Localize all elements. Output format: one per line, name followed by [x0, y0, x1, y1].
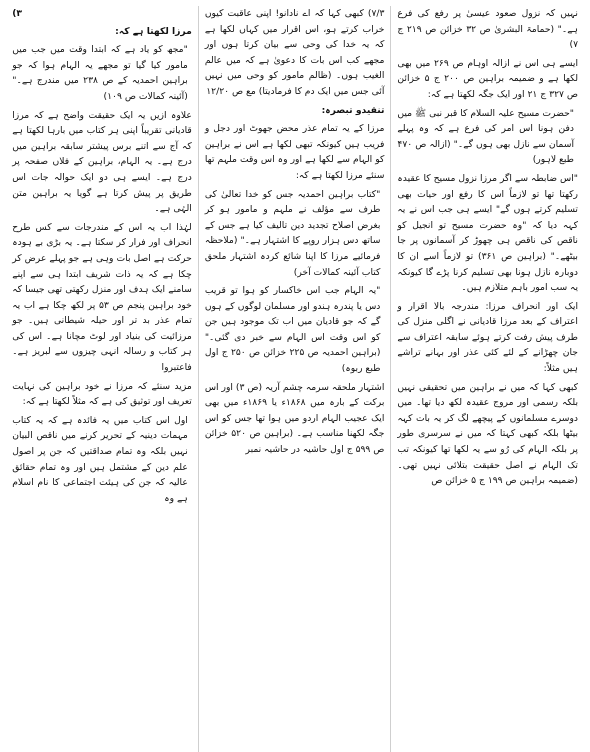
paragraph: کبھی کہا کہ میں نے براہین میں تحقیقی نہیں بلکہ رسمی اور مروج عقیدہ لکھ دیا تھا۔ میں دوسرے مسلمانوں کے پیچھے لگ کر یہ بات کہہ بیٹھا بلکہ کبھی کہتا کہ میں نے سرسری طور پر بلکہ الہام کی رُو سے یہ لکھا تھا کیونکہ تب تک الہام نے اصل حقیقت بتلائی نہیں تھی۔ (ضمیمہ براہین ص ۱۹۹ ج ۵ خزائن ص	[397, 381, 578, 487]
paragraph: مرزا کے یہ تمام عذر محض جھوٹ اور دجل و فریب ہیں کیونکہ تبھی لکھا ہے اس نے براہین کو الہام سے لکھا ہے اور وہ اس وقت ملہم تھا سنئے مرزا لکھتا ہے کہ:	[204, 123, 385, 181]
text-column-1	[391, 6, 584, 752]
paragraph: ایک اور انحراف مرزا: مندرجہ بالا اقرار و اعتراف کے بعد مرزا قادیانی نے اگلی منزل کی طرف پیش رفت کرتے ہوئے سابقہ اعتراف سے جان چھڑانے کے لئے کئی عذر اور بہانے تراشے ہیں مثلاً:	[397, 300, 578, 375]
text-column-3	[6, 6, 199, 752]
quoted-passage: "حضرت مسیح علیہ السلام کا قبر نبی ﷺ میں دفن ہونا اس امر کی فرع ہے کہ وہ پہلے آسمان سے نازل بھی ہوں گے۔" (ازالہ ص ۴۷۰ طبع لاہور)	[397, 107, 574, 166]
text-column-2	[199, 6, 392, 752]
quoted-passage: "مجھ کو یاد ہے کہ ابتدا وقت میں جب میں مامور کیا گیا تو مجھے یہ الہام ہوا کہ جو براہین احمدیہ کے ص ۲۳۸ میں مندرج ہے۔" (آئینہ کمالات ص ۱۰۹)	[12, 44, 188, 102]
paragraph: "اس ضابطہ سے اگر مرزا نزول مسیح کا عقیدہ رکھتا تھا تو لازماً اس کا رفع اور حیات بھی تسلیم کرتے ہوں گے" ایسے ہی جب اس نے یہ کہہ دیا کہ "وہ حضرت مسیح تو انجیل کو ناقص کی ناقص ہی چھوڑ کر آسمانوں پر جا بیٹھے۔" (براہین ص ۳۶۱) تو لازماً اسے ان کا دوبارہ نازل ہونا بھی تسلیم کرنا پڑے گا کیونکہ یہ سب امور باہم متلازم ہیں۔	[397, 172, 578, 294]
paragraph: علاوہ ازیں یہ ایک حقیقت واضح ہے کہ مرزا قادیانی تقریباً اپنی ہر کتاب میں بارہا لکھتا ہے کہ آج سے اتنے برس پیشتر سابقہ براہین میں درج ہے۔ یہ الہام، براہین کے فلاں صفحہ پر درج ہے۔ ایسے ہی دو ایک حوالہ جات اس طریق پر پیش کرتا ہے گویا یہ براہین متن الہٰی ہے۔	[12, 109, 192, 215]
paragraph: نہیں کہ نزول صعود عیسیٰ پر رفع کی فرع ہے۔" (حمامۃ البشریٰ ص ۳۲ خزائن ص ۲۱۹ ج ۷)	[397, 8, 578, 51]
paragraph: اشتہار ملحقہ سرمہ چشم آریہ (ص ۳) اور اس برکت کے بارہ میں ۱۸۶۸ء یا ۱۸۶۹ء میں بھی ایک عجیب الہام اردو میں ہوا تھا جس کو اس جگہ لکھنا مناسب ہے۔ (براہین ص ۵۲۰ خزائن ص ۵۹۹ ج اول حاشیہ در حاشیہ نمبر	[204, 381, 385, 456]
section-heading: مرزا لکھتا ہے کہ:	[115, 25, 192, 37]
quoted-passage: "یہ الہام جب اس خاکسار کو ہوا تو قریب دس یا پندرہ ہندو اور مسلمان لوگوں کے ہوں گے کہ جو قادیان میں اب تک موجود ہیں جن کو اس وقت اس الہام سے خبر دی گئی۔" (براہین احمدیہ ص ۲۲۵ خزائن ص ۲۵۰ ج اول طبع ربوہ)	[204, 285, 381, 375]
reference-fragment: ۳)	[12, 8, 23, 19]
quoted-passage: "کتاب براہین احمدیہ جس کو خدا تعالیٰ کی طرف سے مؤلف نے ملہم و مامور ہو کر بغرض اصلاح تجدید دین تالیف کیا ہے جس کے ساتھ دس ہزار روپے کا اشتہار ہے۔" (ملاحظہ فرمائیے مرزا کا اپنا شائع کردہ اشتہار ملحق کتاب آئینہ کمالات آخر)	[204, 188, 381, 278]
section-heading: تنقیدو تبصرہ:	[321, 104, 385, 116]
paragraph: لہٰذا اب یہ اس کے مندرجات سے کس طرح انحراف اور فرار کر سکتا ہے۔ یہ بڑی بے ہودہ حرکت ہے اصل بات وہی ہے جو پہلے عرض کر چکا ہے کہ یہ ذات شریف ابتدا ہی سے اپنے سامنے ایک ہدف اور منزل رکھتی تھی جیسا کہ خود براہین پنجم ص ۵۳ پر لکھ چکا ہے اب یہ تمام عذر بد تر اور حیلہ شیطانی ہیں۔ جو مرزائیت کی بنیاد اور لوٹ مچانا ہے۔ اس کی ہر کتاب و رسالہ انہی چیزوں سے لبریز ہے۔ فاعتبروا	[12, 221, 192, 374]
paragraph: ایسے ہی اس نے ازالہ اوہام ص ۲۶۹ میں بھی لکھا ہے و ضمیمہ براہین ص ۲۰۰ ج ۵ خزائن ص ۳۲۷ ج ۲۱ اور ایک جگہ لکھتا ہے کہ:	[397, 57, 579, 100]
paragraph: ۷/۳) کبھی کہا کہ اے نادانو! اپنی عاقبت کیوں خراب کرتے ہو، اس اقرار میں کہاں لکھا ہے کہ یہ خدا کی وحی سے بیان کرتا ہوں اور مجھے کب اس بات کا دعویٰ ہے کہ میں عالم الغیب ہوں۔ (ظالم مامور کو وحی میں نہیں آئی جس میں ایک دم کا فرمادیتا) مع ص ۱۲/۲۰	[204, 8, 385, 97]
quoted-passage: اول اس کتاب میں یہ فائدہ ہے کہ یہ کتاب مہمات دینیہ کے تحریر کرنے میں ناقص البیان نہیں بلکہ وہ تمام صداقتیں کہ جن پر اصول علم دین کے مشتمل ہیں اور وہ تمام حقائق عالیہ کہ جن کی ہیئت اجتماعی کا نام اسلام ہے وہ	[12, 414, 188, 504]
paragraph: مزید سنئے کہ مرزا نے خود براہین کی نہایت تعریف اور توثیق کی ہے کہ مثلاً لکھتا ہے کہ:	[12, 380, 192, 408]
